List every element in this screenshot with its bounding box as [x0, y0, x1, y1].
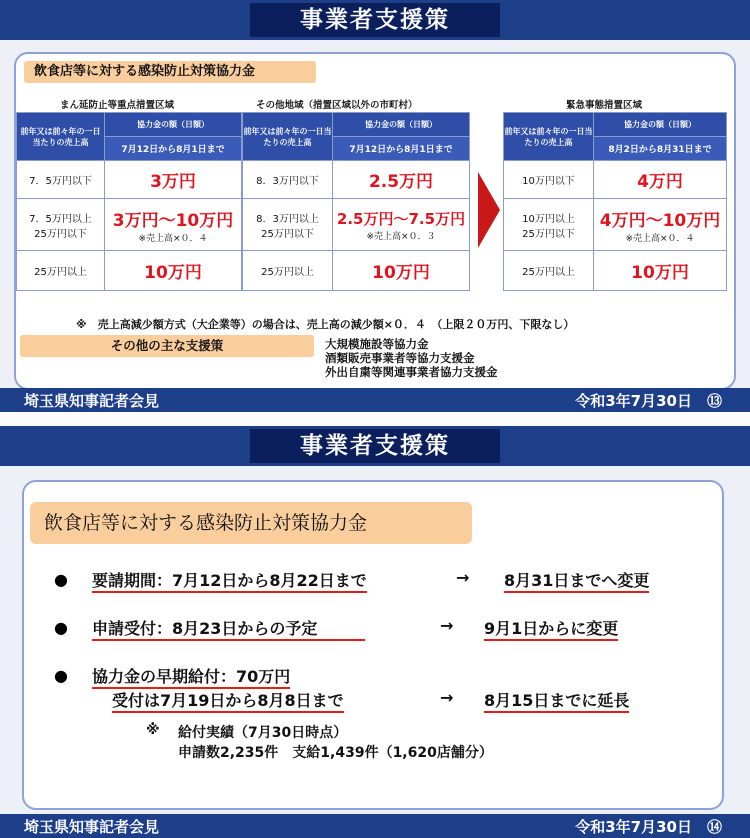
cell-sales: 25万円以上 [17, 251, 105, 291]
cell-amount [333, 199, 470, 251]
bullet-icon: ● [54, 618, 68, 637]
list-item: 外出自粛等関連事業者協力支援金 [325, 365, 498, 379]
right-arrow-icon [478, 172, 500, 248]
cell-sales: 7．5万円以下 [17, 161, 105, 199]
header-sales: 前年又は前々年の一日当たりの売上高 [504, 113, 594, 161]
amount-value: 10万円 [372, 263, 430, 283]
slide-footer [0, 814, 750, 838]
arrow-icon: → [440, 688, 454, 707]
note-line: 申請数2,235件 支給1,439件（1,620店舗分） [178, 745, 493, 761]
item-change-text: 8月15日までに延長 [484, 691, 629, 713]
slide-header [0, 0, 750, 40]
other-measures-badge: その他の主な支援策 [20, 335, 314, 357]
amount-value: 3万円～10万円 [112, 210, 234, 231]
cell-amount [594, 161, 727, 199]
item-change [484, 616, 618, 639]
amount-value: 4万円～10万円 [599, 210, 721, 231]
region-caption: まん延防止等重点措置区域 [60, 100, 175, 111]
item-sub-label [112, 688, 344, 711]
amount-value: 10万円 [631, 263, 689, 283]
item-change [484, 688, 629, 711]
amount-value: 3万円 [150, 172, 196, 192]
bullet-icon: ● [54, 666, 68, 685]
slide-title: 事業者支援策 [250, 429, 500, 463]
item-change-text: 9月1日からに変更 [484, 619, 618, 641]
list-item [92, 616, 365, 639]
slide-header [0, 426, 750, 466]
cell-sales: 25万円以上 [504, 251, 594, 291]
footer-date: 令和3年7月30日 ⑬ [575, 392, 722, 410]
section-badge: 飲食店等に対する感染防止対策協力金 [30, 502, 472, 544]
support-table-priority [16, 112, 242, 291]
cell-sales: 10万円以上 25万円以下 [504, 199, 594, 251]
cell-sales: 10万円以下 [504, 161, 594, 199]
header-amount: 協力金の額（日額） [105, 113, 242, 137]
cell-amount [105, 251, 242, 291]
amount-note: ※売上高×０．４ [138, 233, 208, 244]
arrow-icon: → [440, 616, 454, 635]
amount-note: ※売上高×０．３ [366, 231, 436, 242]
item-change [504, 568, 649, 591]
other-measures-list [325, 337, 498, 379]
arrow-icon: → [456, 568, 470, 587]
cell-amount [594, 199, 727, 251]
cell-sales: 8．3万円以上 25万円以下 [243, 199, 333, 251]
item-change-text: 8月31日までへ変更 [504, 571, 649, 593]
cell-amount [333, 251, 470, 291]
item-label: 申請受付：8月23日からの予定 [92, 619, 365, 641]
amount-value: 2.5万円～7.5万円 [336, 209, 466, 228]
list-item [92, 568, 367, 591]
slide-13 [0, 0, 750, 412]
header-sales: 前年又は前々年の一日当たりの売上高 [17, 113, 105, 161]
cell-sales: 7．5万円以上 25万円以下 [17, 199, 105, 251]
bullet-icon: ● [54, 570, 68, 589]
header-sales: 前年又は前々年の一日当たりの売上高 [243, 113, 333, 161]
slide-14 [0, 426, 750, 838]
note-line: 給付実績（7月30日時点） [178, 725, 348, 741]
footer-org: 埼玉県知事記者会見 [24, 392, 160, 410]
item-label: 協力金の早期給付：70万円 [92, 667, 290, 689]
amount-value: 4万円 [637, 172, 683, 192]
cell-amount [105, 161, 242, 199]
list-item: 大規模施設等協力金 [325, 337, 429, 351]
amount-value: 2.5万円 [368, 172, 434, 192]
cell-sales: 8．3万円以下 [243, 161, 333, 199]
support-table-other [242, 112, 470, 291]
amount-note: ※売上高×０．４ [625, 233, 695, 244]
header-amount: 協力金の額（日額） [594, 113, 727, 137]
header-amount: 協力金の額（日額） [333, 113, 470, 137]
header-period: 7月12日から8月1日まで [105, 137, 242, 161]
cell-amount [105, 199, 242, 251]
item-label: 要請期間：7月12日から8月22日まで [92, 571, 367, 593]
cell-amount [594, 251, 727, 291]
slide-footer [0, 388, 750, 412]
section-badge: 飲食店等に対する感染防止対策協力金 [24, 61, 316, 83]
footer-org: 埼玉県知事記者会見 [24, 818, 160, 836]
region-caption: その他地域（措置区域以外の市町村） [256, 100, 418, 111]
note-mark: ※ [146, 722, 160, 738]
slide-title: 事業者支援策 [250, 3, 500, 37]
region-caption: 緊急事態措置区域 [566, 100, 643, 111]
cell-sales: 25万円以上 [243, 251, 333, 291]
header-period: 8月2日から8月31日まで [594, 137, 727, 161]
item-sub-text: 受付は7月19日から8月8日まで [112, 691, 344, 713]
amount-value: 10万円 [144, 263, 202, 283]
list-item [92, 664, 290, 687]
footer-date: 令和3年7月30日 ⑭ [575, 818, 722, 836]
cell-amount [333, 161, 470, 199]
list-item: 酒類販売事業者等協力支援金 [325, 351, 475, 365]
footnote: ※ 売上高減少額方式（大企業等）の場合は、売上高の減少額×０．４ （上限２０万円、下限なし） [76, 318, 575, 331]
support-table-emergency [503, 112, 727, 291]
header-period: 7月12日から8月1日まで [333, 137, 470, 161]
